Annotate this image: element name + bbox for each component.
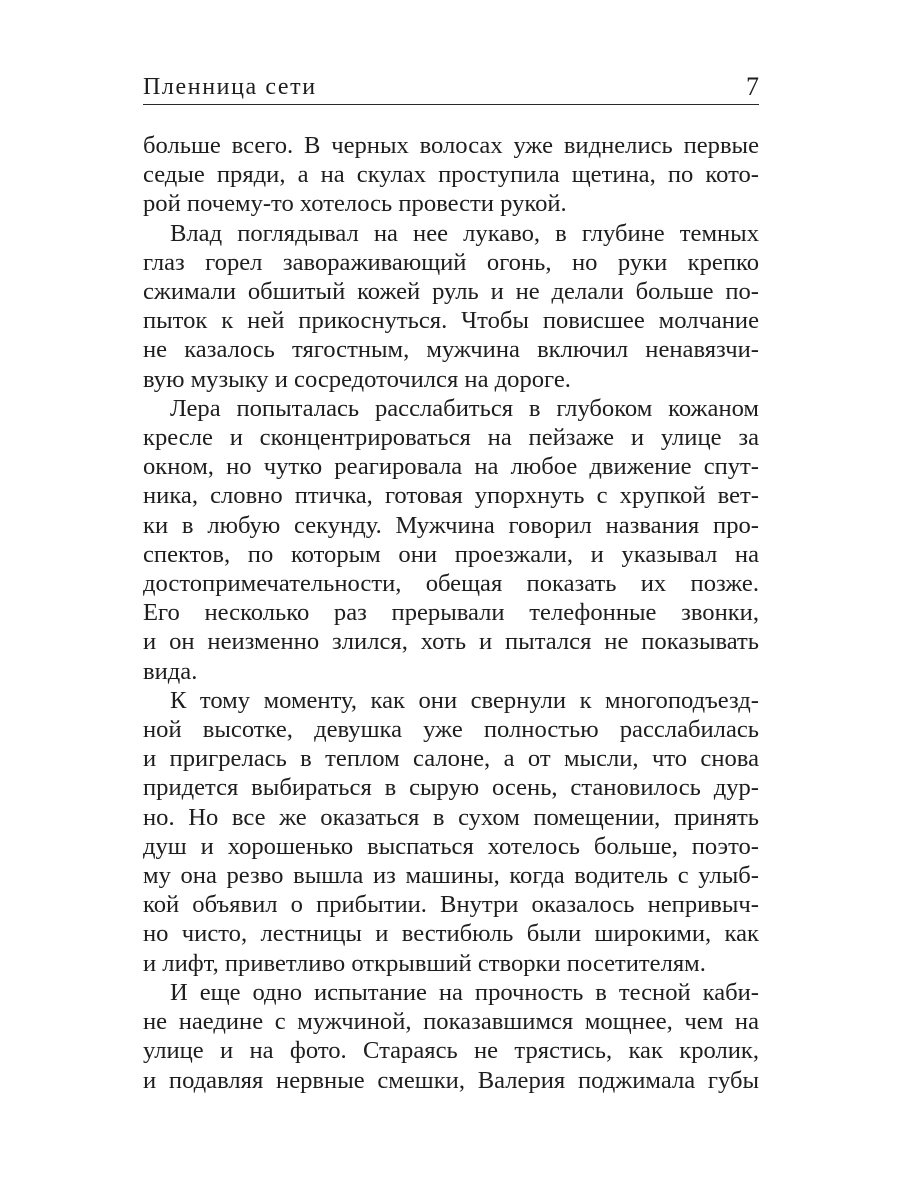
paragraph bbox=[143, 219, 759, 394]
text-line: но чисто, лестницы и вестибюль были широкими, как bbox=[143, 920, 759, 948]
text-line: не наедине с мужчиной, показавшимся мощнее, чем на bbox=[143, 1008, 759, 1036]
paragraph bbox=[143, 394, 759, 686]
text-line: и он неизменно злился, хоть и пытался не показывать bbox=[143, 628, 759, 656]
text-line: и пригрелась в теплом салоне, а от мысли, что снова bbox=[143, 745, 759, 773]
running-header bbox=[143, 66, 759, 105]
text-line: и подавляя нервные смешки, Валерия поджимала губы bbox=[143, 1066, 759, 1094]
paragraph bbox=[143, 131, 759, 219]
text-line: вую музыку и сосредоточился на дороге. bbox=[143, 365, 571, 393]
running-title: Пленница сети bbox=[143, 74, 317, 100]
page-number: 7 bbox=[746, 72, 759, 101]
text-line: сжимали обшитый кожей руль и не делали больше по- bbox=[143, 278, 759, 306]
text-line: окном, но чутко реагировала на любое движение спут- bbox=[143, 453, 759, 481]
paragraph bbox=[143, 978, 759, 1095]
text-line: не казалось тягостным, мужчина включил ненавязчи- bbox=[143, 336, 759, 364]
text-line: Его несколько раз прерывали телефонные звонки, bbox=[143, 599, 759, 627]
text-line: И еще одно испытание на прочность в тесной каби- bbox=[170, 978, 759, 1006]
text-line: пыток к ней прикоснуться. Чтобы повисшее молчание bbox=[143, 307, 759, 335]
text-line: достопримечательности, обещая показать их позже. bbox=[143, 570, 759, 598]
text-line: ки в любую секунду. Мужчина говорил названия про- bbox=[143, 511, 759, 539]
text-line: спектов, по которым они проезжали, и указывал на bbox=[143, 540, 759, 568]
text-line: ной высотке, девушка уже полностью расслабилась bbox=[143, 716, 759, 744]
text-line: ника, словно птичка, готовая упорхнуть с хрупкой вет- bbox=[143, 482, 759, 510]
text-line: кой объявил о прибытии. Внутри оказалось непривыч- bbox=[143, 891, 759, 919]
text-line: но. Но все же оказаться в сухом помещении, принять bbox=[143, 803, 759, 831]
text-line: седые пряди, а на скулах проступила щетина, по кото- bbox=[143, 161, 759, 189]
paragraph bbox=[143, 686, 759, 978]
text-line: глаз горел завораживающий огонь, но руки крепко bbox=[143, 248, 759, 276]
text-line: Влад поглядывал на нее лукаво, в глубине темных bbox=[170, 219, 759, 247]
text-line: вида. bbox=[143, 657, 198, 685]
text-line: и лифт, приветливо открывший створки посетителям. bbox=[143, 949, 706, 977]
text-line: Лера попыталась расслабиться в глубоком кожаном bbox=[170, 394, 759, 422]
text-line: придется выбираться в сырую осень, становилось дур- bbox=[143, 774, 759, 802]
text-line: больше всего. В черных волосах уже виднелись первые bbox=[143, 132, 759, 159]
body-text bbox=[143, 131, 759, 1095]
text-line: душ и хорошенько выспаться хотелось больше, поэто- bbox=[143, 832, 759, 860]
text-line: улице и на фото. Стараясь не трястись, как кролик, bbox=[143, 1037, 759, 1065]
text-line: рой почему-то хотелось провести рукой. bbox=[143, 190, 567, 218]
book-page bbox=[143, 66, 759, 1095]
text-line: му она резво вышла из машины, когда водитель с улыб- bbox=[143, 862, 759, 890]
text-line: К тому моменту, как они свернули к многоподъезд- bbox=[170, 686, 759, 714]
text-line: кресле и сконцентрироваться на пейзаже и улице за bbox=[143, 424, 759, 452]
